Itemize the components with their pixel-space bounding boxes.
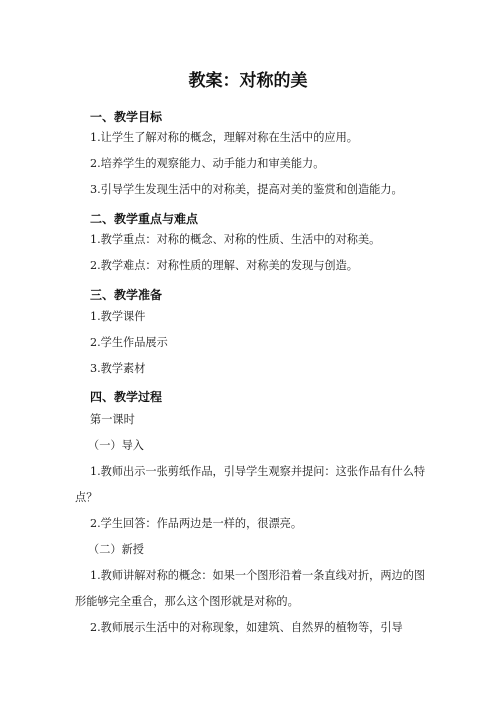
section-heading-key-points: 二、教学重点与难点 [90,212,199,226]
intro-item-1: 1.教师出示一张剪纸作品，引导学生观察并提问：这张作品有什么特点？ [75,465,426,504]
lesson-label: 第一课时 [90,413,135,426]
section-heading-objectives: 一、教学目标 [90,110,163,124]
preparation-item-1: 1.教学课件 [90,310,146,323]
objective-item-1: 1.让学生了解对称的概念，理解对称在生活中的应用。 [90,131,358,144]
subsection-label-new-lesson: （二）新授 [88,543,144,556]
objective-item-3: 3.引导学生发现生活中的对称美，提高对美的鉴赏和创造能力。 [90,183,403,196]
objective-item-2: 2.培养学生的观察能力、动手能力和审美能力。 [90,157,325,170]
document-title: 教案：对称的美 [188,71,308,91]
key-point-item-2: 2.教学难点：对称性质的理解、对称美的发现与创造。 [90,259,358,272]
new-lesson-item-2: 2.教师展示生活中的对称现象，如建筑、自然界的植物等，引导 [90,621,403,634]
section-heading-process: 四、教学过程 [90,390,163,404]
subsection-label-intro: （一）导入 [88,439,144,452]
intro-item-2: 2.学生回答：作品两边是一样的，很漂亮。 [90,517,303,530]
preparation-item-3: 3.教学素材 [90,362,146,375]
preparation-item-2: 2.学生作品展示 [90,336,168,349]
section-heading-preparation: 三、教学准备 [90,288,163,302]
new-lesson-item-1: 1.教师讲解对称的概念：如果一个图形沿着一条直线对折，两边的图形能够完全重合，那么这个图形就是对称的。 [75,569,426,608]
key-point-item-1: 1.教学重点：对称的概念、对称的性质、生活中的对称美。 [90,233,381,246]
